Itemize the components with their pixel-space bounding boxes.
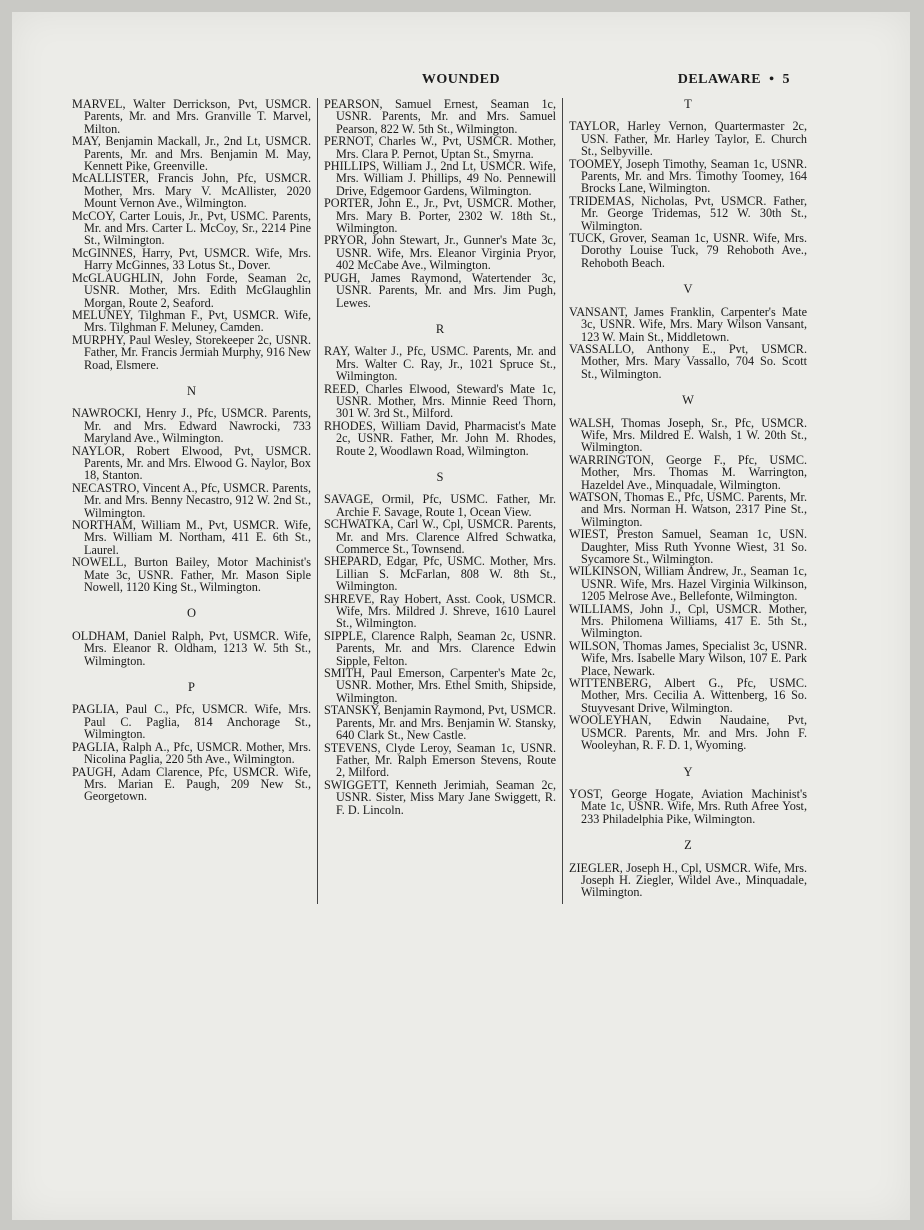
casualty-entry: SCHWATKA, Carl W., Cpl, USMCR. Parents, Mr. and Mrs. Clarence Alfred Schwatka, Commerce St., Townsend.: [324, 517, 556, 556]
casualty-entry: WILLIAMS, John J., Cpl, USMCR. Mother, Mrs. Philomena Williams, 417 E. 5th St., Wilmington.: [569, 601, 807, 641]
casualty-entry: STANSKY, Benjamin Raymond, Pvt, USMCR. Parents, Mr. and Mrs. Benjamin W. Stansky, 640 Clark St., New Castle.: [324, 703, 556, 743]
casualty-entry: SAVAGE, Ormil, Pfc, USMC. Father, Mr. Archie F. Savage, Route 1, Ocean View.: [324, 492, 556, 519]
casualty-entry: TOOMEY, Joseph Timothy, Seaman 1c, USNR. Parents, Mr. and Mrs. Timothy Toomey, 164 Brocks Lane, Wilmington.: [569, 156, 807, 196]
column-1: [72, 98, 317, 904]
casualty-entry: NAWROCKI, Henry J., Pfc, USMCR. Parents, Mr. and Mrs. Edward Nawrocki, 733 Maryland Ave., Wilmington.: [72, 406, 311, 446]
casualty-entry: RAY, Walter J., Pfc, USMC. Parents, Mr. and Mrs. Walter C. Ray, Jr., 1021 Spruce St., Wilmington.: [324, 344, 556, 384]
casualty-entry: STEVENS, Clyde Leroy, Seaman 1c, USNR. Father, Mr. Ralph Emerson Stevens, Route 2, Milford.: [324, 740, 556, 780]
casualty-entry: WILKINSON, William Andrew, Jr., Seaman 1c, USNR. Wife, Mrs. Hazel Virginia Wilkinson, 1205 Melrose Ave., Bellefonte, Wilmington.: [569, 564, 807, 604]
casualty-entry: WARRINGTON, George F., Pfc, USMC. Mother, Mrs. Thomas M. Warrington, Hazeldel Ave., Minquadale, Wilmington.: [569, 452, 807, 492]
casualty-entry: REED, Charles Elwood, Steward's Mate 1c, USNR. Mother, Mrs. Minnie Reed Thorn, 301 W. 3rd St., Milford.: [324, 381, 556, 421]
section-title: WOUNDED: [421, 72, 501, 87]
casualty-entry: PERNOT, Charles W., Pvt, USMCR. Mother, Mrs. Clara P. Pernot, Uptan St., Smyrna.: [324, 134, 556, 161]
section-letter: R: [435, 321, 445, 336]
casualty-entry: RHODES, William David, Pharmacist's Mate 2c, USNR. Father, Mr. John M. Rhodes, Route 2, Woodlawn Road, Wilmington.: [324, 418, 556, 458]
casualty-entry: SWIGGETT, Kenneth Jerimiah, Seaman 2c, USNR. Sister, Miss Mary Jane Swiggett, R. F. D. Lincoln.: [324, 777, 556, 817]
casualty-entry: PAGLIA, Paul C., Pfc, USMCR. Wife, Mrs. Paul C. Paglia, 814 Anchorage St., Wilmington.: [72, 702, 311, 742]
casualty-entry: YOST, George Hogate, Aviation Machinist's Mate 1c, USNR. Wife, Mrs. Ruth Afree Yost, 233 Philadelphia Pike, Wilmington.: [569, 786, 807, 826]
section-letter: O: [186, 606, 197, 621]
section-letter: Z: [684, 838, 692, 853]
casualty-entry: MELUNEY, Tilghman F., Pvt, USMCR. Wife, Mrs. Tilghman F. Meluney, Camden.: [72, 307, 311, 335]
casualty-entry: NAYLOR, Robert Elwood, Pvt, USMCR. Parents, Mr. and Mrs. Elwood G. Naylor, Box 18, Stanton.: [72, 443, 311, 483]
section-letter: V: [683, 282, 693, 297]
column-2: [317, 98, 562, 904]
casualty-entry: MARVEL, Walter Derrickson, Pvt, USMCR. Parents, Mr. and Mrs. Granville T. Marvel, Milton.: [72, 97, 311, 136]
casualty-entry: SIPPLE, Clarence Ralph, Seaman 2c, USNR. Parents, Mr. and Mrs. Clarence Edwin Sipple, Felton.: [324, 628, 556, 668]
casualty-entry: TRIDEMAS, Nicholas, Pvt, USMCR. Father, Mr. George Tridemas, 512 W. 30th St., Wilmington.: [569, 193, 807, 233]
casualty-entry: VASSALLO, Anthony E., Pvt, USMCR. Mother, Mrs. Mary Vassallo, 704 So. Scott St., Wilmington.: [569, 341, 807, 381]
casualty-entry: SHEPARD, Edgar, Pfc, USMC. Mother, Mrs. Lillian S. McFarlan, 808 W. 8th St., Wilmington.: [324, 554, 556, 594]
casualty-entry: McCOY, Carter Louis, Jr., Pvt, USMC. Parents, Mr. and Mrs. Carter L. McCoy, Sr., 2214 Pine St., Wilmington.: [72, 208, 311, 248]
document-page: [12, 12, 910, 1220]
casualty-entry: TAYLOR, Harley Vernon, Quartermaster 2c, USN. Father, Mr. Harley Taylor, E. Church St., Selbyville.: [569, 119, 807, 159]
column-3: [562, 98, 807, 904]
page-number: 5: [782, 72, 790, 87]
casualty-entry: PUGH, James Raymond, Watertender 3c, USNR. Parents, Mr. and Mrs. Jim Pugh, Lewes.: [324, 270, 556, 310]
bullet-separator: •: [769, 72, 775, 87]
casualty-entry: NECASTRO, Vincent A., Pfc, USMCR. Parents, Mr. and Mrs. Benny Necastro, 912 W. 2nd St., Wilmington.: [72, 480, 311, 520]
casualty-entry: SMITH, Paul Emerson, Carpenter's Mate 2c, USNR. Mother, Mrs. Ethel Smith, Shipside, Wilmington.: [324, 666, 556, 705]
section-letter: N: [186, 383, 197, 398]
casualty-entry: MURPHY, Paul Wesley, Storekeeper 2c, USNR. Father, Mr. Francis Jermiah Murphy, 916 New Road, Elsmere.: [72, 332, 311, 372]
casualty-entry: VANSANT, James Franklin, Carpenter's Mate 3c, USNR. Wife, Mrs. Mary Wilson Vansant, 123 W. Main St., Middletown.: [569, 304, 807, 344]
casualty-entry: WIEST, Preston Samuel, Seaman 1c, USN. Daughter, Miss Ruth Yvonne Wiest, 31 So. Sycamore St., Wilmington.: [569, 527, 807, 566]
casualty-entry: NORTHAM, William M., Pvt, USMCR. Wife, Mrs. William M. Northam, 411 E. 6th St., Laurel.: [72, 518, 311, 557]
casualty-entry: McGINNES, Harry, Pvt, USMCR. Wife, Mrs. Harry McGinnes, 33 Lotus St., Dover.: [72, 245, 311, 273]
section-letter: T: [684, 97, 692, 111]
section-letter: S: [436, 469, 444, 484]
casualty-entry: PEARSON, Samuel Ernest, Seaman 1c, USNR. Parents, Mr. and Mrs. Samuel Pearson, 822 W. 5th St., Wilmington.: [324, 97, 556, 136]
casualty-entry: WITTENBERG, Albert G., Pfc, USMC. Mother, Mrs. Cecilia A. Wittenberg, 16 So. Stuyvesant Drive, Wilmington.: [569, 676, 807, 715]
casualty-entry: SHREVE, Ray Hobert, Asst. Cook, USMCR. Wife, Mrs. Mildred J. Shreve, 1610 Laurel St., Wilmington.: [324, 591, 556, 631]
section-letter: W: [682, 393, 694, 408]
casualty-entry: WALSH, Thomas Joseph, Sr., Pfc, USMCR. Wife, Mrs. Mildred E. Walsh, 1 W. 20th St., Wilmington.: [569, 415, 807, 455]
casualty-entry: PORTER, John E., Jr., Pvt, USMCR. Mother, Mrs. Mary B. Porter, 2302 W. 18th St., Wilmington.: [324, 196, 556, 236]
casualty-entry: TUCK, Grover, Seaman 1c, USNR. Wife, Mrs. Dorothy Louise Tuck, 79 Rehoboth Ave., Rehoboth Beach.: [569, 231, 807, 270]
casualty-entry: McGLAUGHLIN, John Forde, Seaman 2c, USNR. Mother, Mrs. Edith McGlaughlin Morgan, Route 2, Seaford.: [72, 270, 311, 310]
state-name: DELAWARE: [677, 72, 762, 87]
casualty-entry: PAGLIA, Ralph A., Pfc, USMCR. Mother, Mrs. Nicolina Paglia, 220 5th Ave., Wilmington.: [72, 739, 311, 767]
casualty-entry: MAY, Benjamin Mackall, Jr., 2nd Lt, USMCR. Parents, Mr. and Mrs. Benjamin M. May, Kennett Pike, Greenville.: [72, 134, 311, 174]
section-letter: Y: [683, 764, 693, 779]
section-letter: P: [188, 680, 195, 695]
running-head: [678, 72, 790, 88]
casualty-entry: ZIEGLER, Joseph H., Cpl, USMCR. Wife, Mrs. Joseph H. Ziegler, Wildel Ave., Minquadale, Wilmington.: [569, 860, 807, 900]
casualty-entry: PAUGH, Adam Clarence, Pfc, USMCR. Wife, Mrs. Marian E. Paugh, 209 New St., Georgetown.: [72, 764, 311, 804]
casualty-entry: OLDHAM, Daniel Ralph, Pvt, USMCR. Wife, Mrs. Eleanor R. Oldham, 1213 W. 5th St., Wilmington.: [72, 628, 311, 668]
casualty-entry: PHILLIPS, William J., 2nd Lt, USMCR. Wife, Mrs. William J. Phillips, 49 No. Pennewill Drive, Edgemoor Gardens, Wilmington.: [324, 159, 556, 198]
casualty-entry: PRYOR, John Stewart, Jr., Gunner's Mate 3c, USNR. Wife, Mrs. Eleanor Virginia Pryor, 402 McCabe Ave., Wilmington.: [324, 233, 556, 273]
page-header: [12, 72, 910, 96]
casualty-entry: WATSON, Thomas E., Pfc, USMC. Parents, Mr. and Mrs. Norman H. Watson, 2317 Pine St., Wilmington.: [569, 489, 807, 529]
casualty-entry: WOOLEYHAN, Edwin Naudaine, Pvt, USMCR. Parents, Mr. and Mrs. John F. Wooleyhan, R. F. D. 1, Wyoming.: [569, 713, 807, 753]
casualty-entry: WILSON, Thomas James, Specialist 3c, USNR. Wife, Mrs. Isabelle Mary Wilson, 107 E. Park Place, Newark.: [569, 638, 807, 678]
casualty-entry: NOWELL, Burton Bailey, Motor Machinist's Mate 3c, USNR. Father, Mr. Mason Siple Nowell, 1120 King St., Wilmington.: [72, 555, 311, 595]
casualty-list: [72, 98, 808, 904]
casualty-entry: McALLISTER, Francis John, Pfc, USMCR. Mother, Mrs. Mary V. McAllister, 2020 Mount Vernon Ave., Wilmington.: [72, 171, 311, 211]
